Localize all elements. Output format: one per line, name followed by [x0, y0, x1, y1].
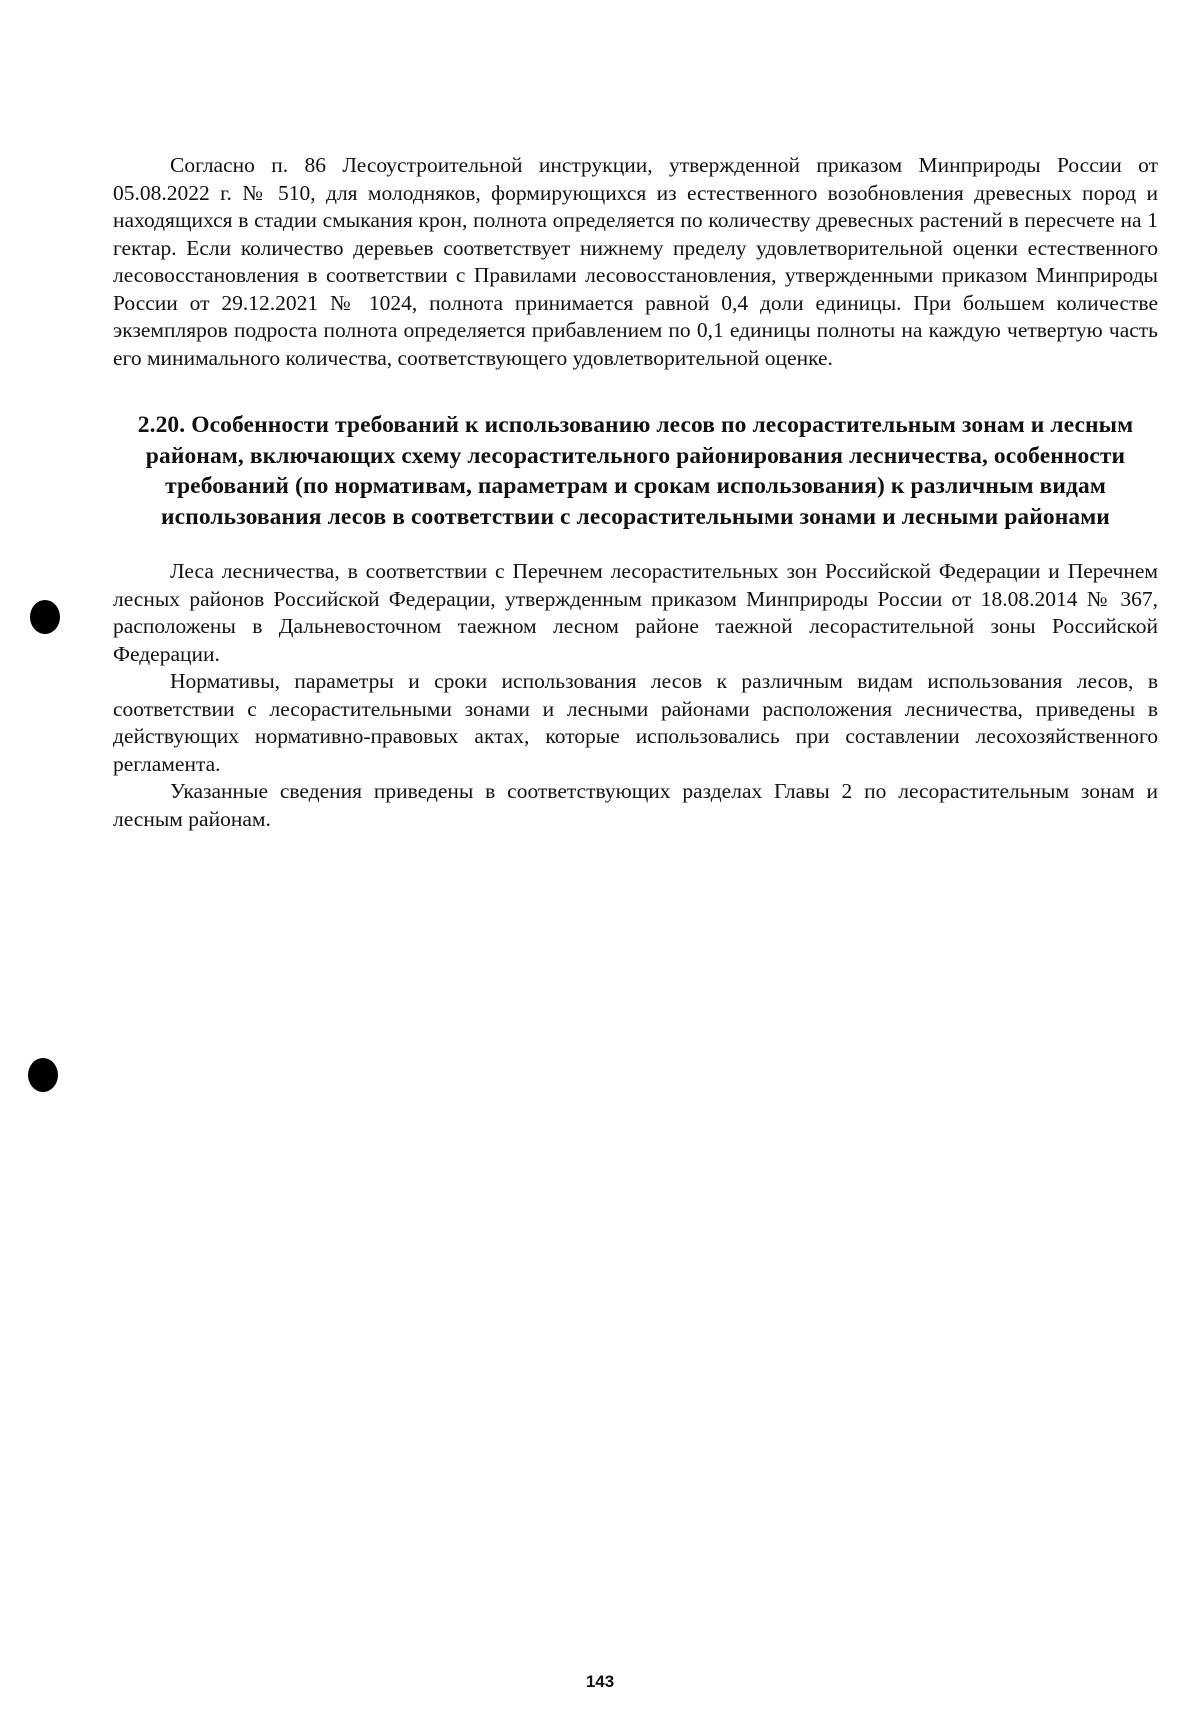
section-heading	[121, 410, 1150, 532]
punch-hole-mark-top	[30, 600, 60, 634]
punch-hole-mark-bottom	[28, 1058, 58, 1092]
section-number: 2.20.	[137, 412, 186, 438]
paragraph-chapter-reference: Указанные сведения приведены в соответствующих разделах Главы 2 по лесорастительным зонам и лесным районам.	[113, 779, 1158, 831]
paragraph-forest-density: Согласно п. 86 Лесоустроительной инструкции, утвержденной приказом Минприроды России от 05.08.2022 г. № 510, для молодняков, формирующихся из естественного возобновления древесных пород и находящихся в стадии смыкания крон, полнота определяется по количеству древесных растений в пересчете на 1 гектар. Если количество деревьев соответствует нижнему пределу удовлетворительной оценки естественного лесовосстановления в соответствии с Правилами лесовосстановления, утвержденными приказом Минприроды России от 29.12.2021 № 1024, полнота принимается равной 0,4 доли единицы. При большем количестве экземпляров подроста полнота определяется прибавлением по 0,1 единицы полноты на каждую четвертую часть его минимального количества, соответствующего удовлетворительной оценке.	[113, 153, 1158, 370]
section-title: Особенности требований к использованию лесов по лесорастительным зонам и лесным районам, включающих схему лесорастительного районирования лесничества, особенности требований (по нормативам, параметрам и срокам использования) к различным видам использования лесов в соответствии с лесорастительными зонами и лесными районами	[145, 412, 1134, 530]
paragraph-norms-parameters: Нормативы, параметры и сроки использования лесов к различным видам использования лесов, в соответствии с лесорастительными зонами и лесными районами расположения лесничества, приведены в действующих нормативно-правовых актах, которые использовались при составлении лесохозяйственного регламента.	[113, 669, 1158, 776]
page-number: 143	[585, 1672, 615, 1691]
paragraph-forest-zones: Леса лесничества, в соответствии с Перечнем лесорастительных зон Российской Федерации и Перечнем лесных районов Российской Федерации, утвержденным приказом Минприроды России от 18.08.2014 № 367, расположены в Дальневосточном таежном лесном районе таежной лесорастительной зоны Российской Федерации.	[113, 559, 1158, 666]
page-content	[113, 152, 1158, 833]
